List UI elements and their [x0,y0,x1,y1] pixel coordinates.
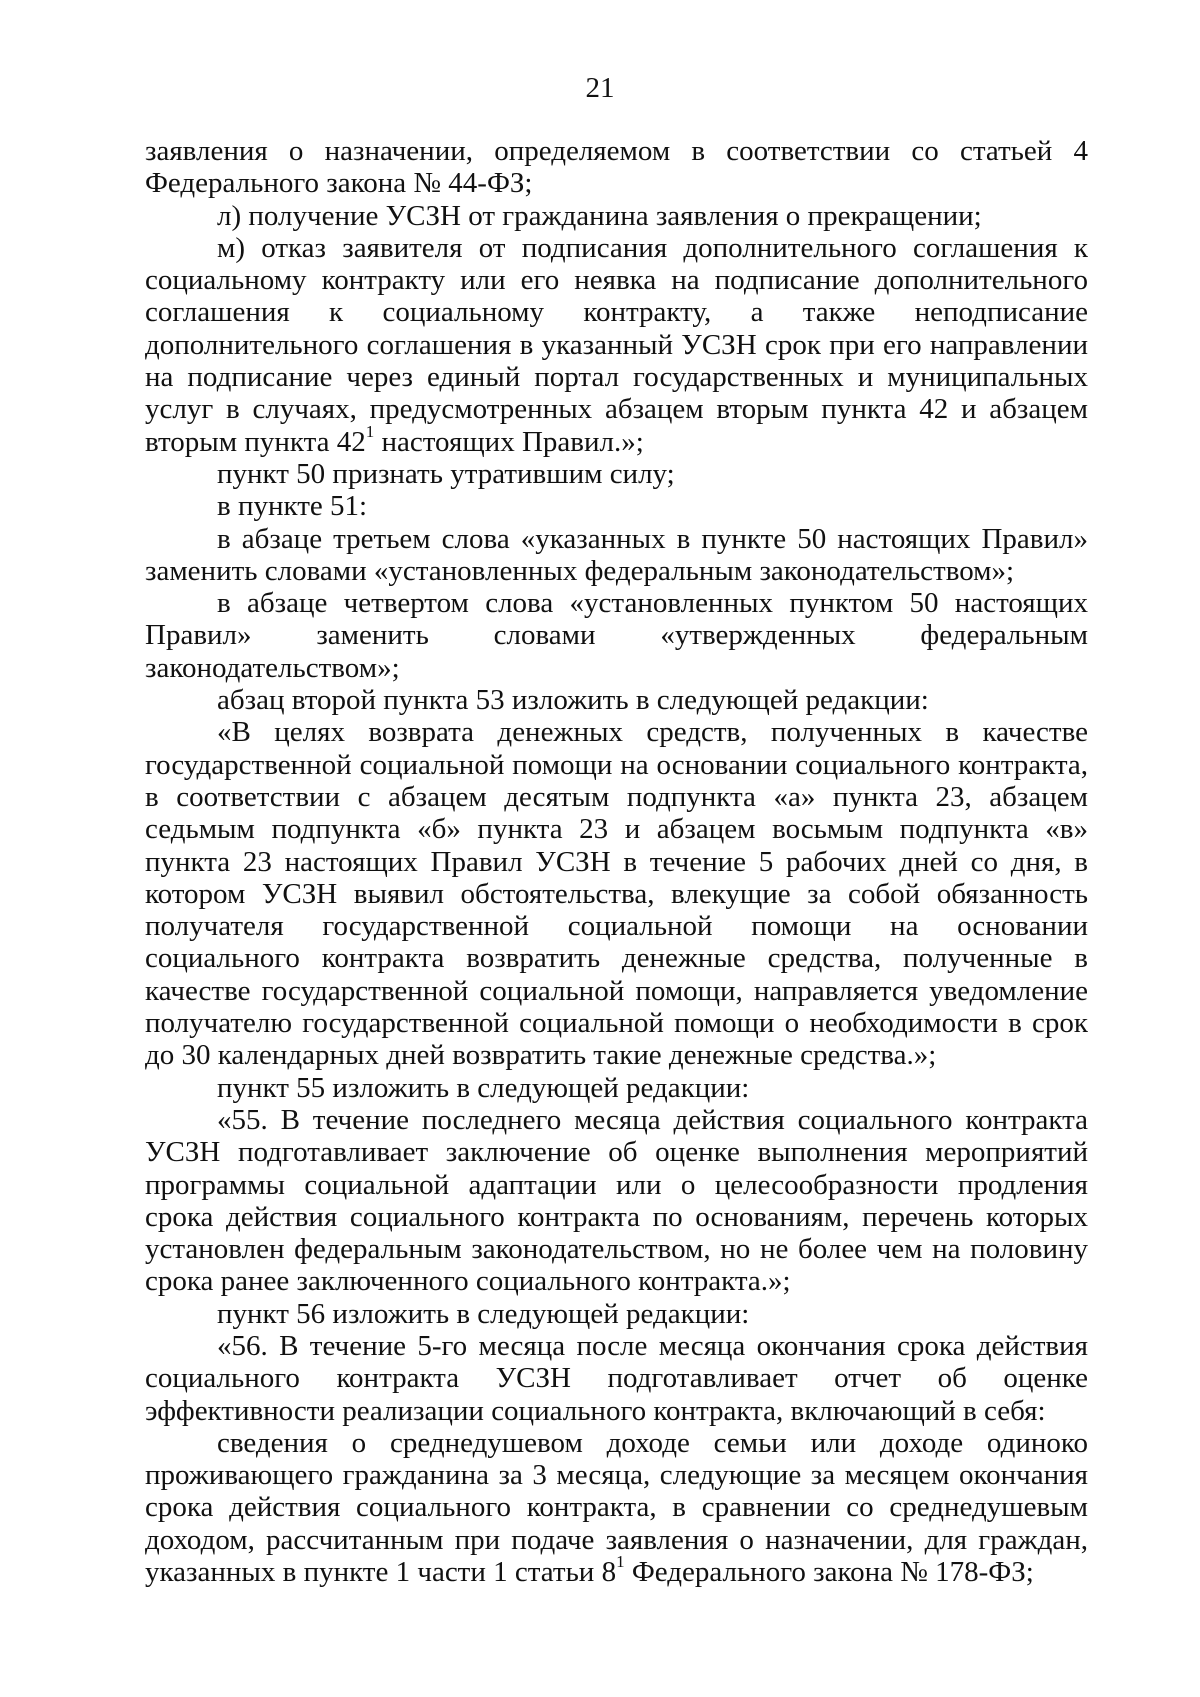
paragraph: л) получение УСЗН от гражданина заявления о прекращении; [217,199,982,232]
paragraph: в абзаце третьем слова «указанных в пункте 50 настоящих Правил» заменить словами «установленных федеральным законодательством»; [145,522,1088,587]
page-number: 21 [585,72,615,104]
paragraph [145,1427,1088,1588]
paragraph: пункт 50 признать утратившим силу; [217,457,675,490]
paragraph: «В целях возврата денежных средств, полученных в качестве государственной социальной помощи на основании социального контракта, в соответствии с абзацем десятым подпункта «а» пункта 23, абзацем седьмым подпункта «б» пункта 23 и абзацем восьмым подпункта «в» пункта 23 настоящих Правил УСЗН в течение 5 рабочих дней со дня, в котором УСЗН выявил обстоятельства, влекущие за собой обязанность получателя государственной социальной помощи на основании социального контракта возвратить денежные средства, полученные в качестве государственной социальной помощи, направляется уведомление получателю государственной социальной помощи о необходимости в срок до 30 календарных дней возвратить такие денежные средства.»; [145,716,1088,1072]
paragraph-text: Федерального закона № 178-ФЗ; [624,1556,1034,1589]
paragraph: пункт 55 изложить в следующей редакции: [217,1071,750,1104]
paragraph: пункт 56 изложить в следующей редакции: [217,1297,750,1330]
paragraph [145,232,1088,458]
paragraph-text: настоящих Правил.»; [374,425,644,458]
paragraph: в абзаце четвертом слова «установленных пунктом 50 настоящих Правил» заменить словами «утвержденных федеральным [145,587,1088,652]
paragraph: «55. В течение последнего месяца действия социального контракта УСЗН подготавливает заключение об оценке выполнения мероприятий программы социальной адаптации или о целесообразности продления срока действия социального контракта по основаниям, перечень которых установлен федеральным законодательством, но не более чем на половину срока ранее заключенного социального контракта.»; [145,1103,1088,1298]
superscript: 1 [365,422,375,442]
paragraph: «56. В течение 5-го месяца после месяца окончания срока действия социального контракта УСЗН подготавливает отчет об оценке эффективности реализации социального контракта, включающий в себя: [145,1329,1088,1427]
paragraph: абзац второй пункта 53 изложить в следующей редакции: [217,684,929,717]
paragraph-text: м) отказ заявителя от подписания дополнительного соглашения к социальному контракту или его неявка на подписание дополнительного соглашения к социальному контракту, а также неподписание дополнительного соглашения в указанный УСЗН срок при его направлении на подписание через единый портал государственных и муниципальных услуг в случаях, предусмотренных абзацем вторым пункта 42 и абзацем вторым пункта 42 [145,231,1088,458]
paragraph: заявления о назначении, определяемом в соответствии со статьей 4 Федерального закона № 44-ФЗ; [145,135,1088,200]
paragraph-text: сведения о среднедушевом доходе семьи или доходе одиноко проживающего гражданина за 3 месяца, следующие за месяцем окончания срока действия социального контракта, в сравнении со среднедушевым доходом, рассчитанным при подаче заявления о назначении, для граждан, указанных в пункте 1 части 1 статьи 8 [145,1426,1088,1589]
paragraph: в пункте 51: [217,490,368,523]
superscript: 1 [616,1552,625,1572]
paragraph: законодательством»; [145,651,400,684]
document-body [145,135,1088,1588]
